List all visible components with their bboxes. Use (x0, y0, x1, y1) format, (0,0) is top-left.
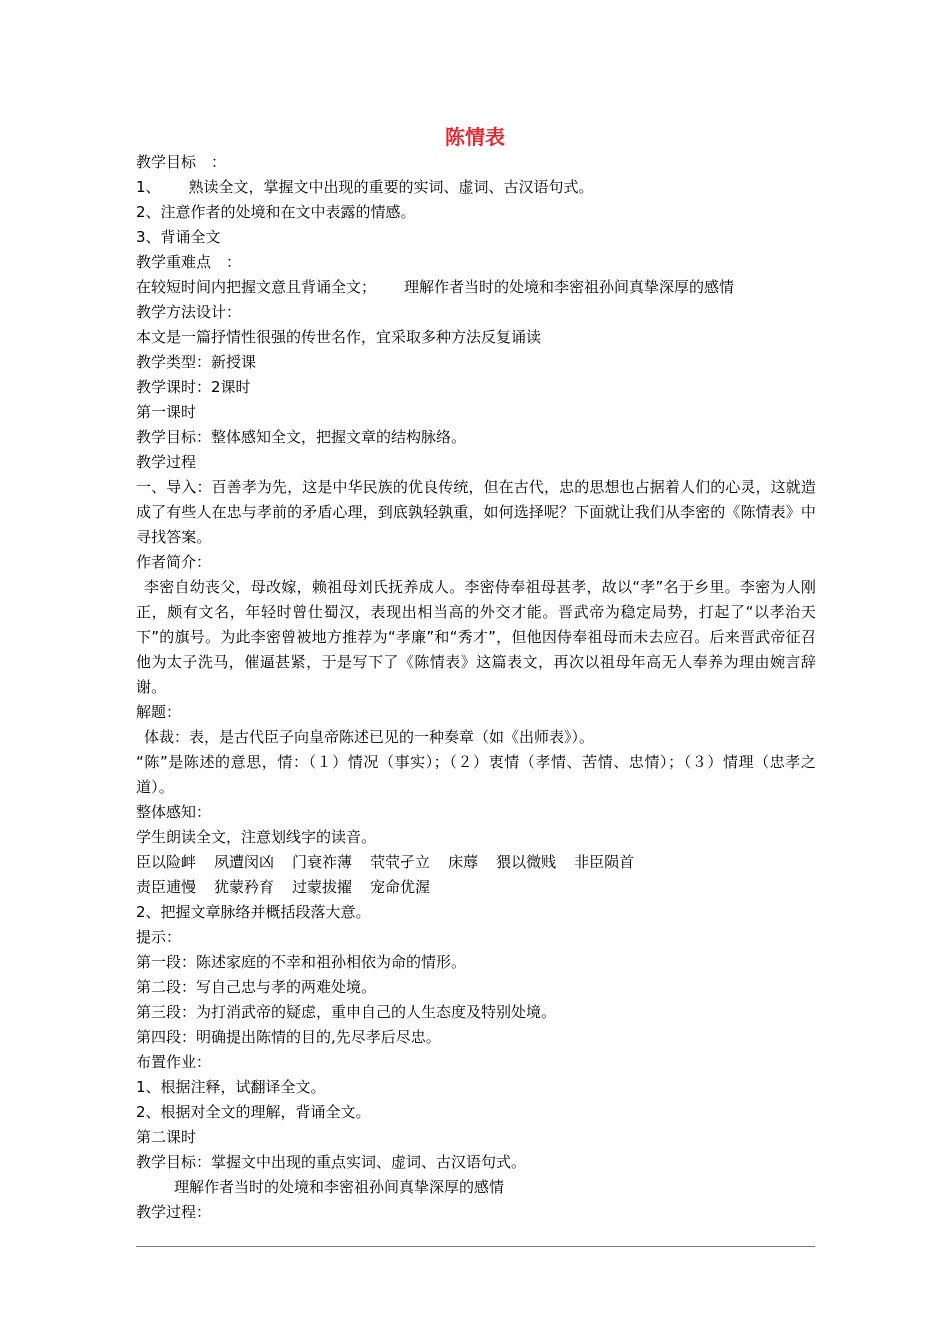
overall-heading: 整体感知： (136, 803, 212, 821)
word-item: 夙遭闵凶 (214, 853, 275, 871)
keypoints-heading: 教学重难点 ： (136, 253, 242, 271)
paragraph-summary-1: 第一段：陈述家庭的不幸和祖孙相依为命的情形。 (136, 953, 467, 971)
explain-heading: 解题： (136, 703, 182, 721)
method-heading: 教学方法设计： (136, 303, 242, 321)
objective-1-number: 1、 (136, 178, 161, 196)
chen-paragraph: “陈”是陈述的意思，情：（１）情况（事实）；（２）衷情（孝情、苦情、忠情）；（３）情理（忠孝之道）。 (136, 753, 816, 796)
word-item: 猥以微贱 (496, 853, 557, 871)
lesson1-goal: 教学目标：整体感知全文，把握文章的结构脉络。 (136, 428, 467, 446)
keypoint-a: 在较短时间内把握文意且背诵全文； (136, 278, 377, 296)
objective-1 (136, 175, 816, 200)
word-item: 门衰祚薄 (292, 853, 353, 871)
word-item: 犹蒙矜育 (214, 878, 275, 896)
genre-line: 体裁：表，是古代臣子向皇帝陈述已见的一种奏章（如《出师表》）。 (144, 728, 595, 746)
word-item: 茕茕孑立 (370, 853, 431, 871)
paragraph-summary-2: 第二段：写自己忠与孝的两难处境。 (136, 978, 377, 996)
objective-1-text: 熟读全文，掌握文中出现的重要的实词、虚词、古汉语句式。 (188, 178, 594, 196)
process-heading: 教学过程 (136, 453, 197, 471)
objectives-heading: 教学目标 ： (136, 153, 227, 171)
homework-heading: 布置作业： (136, 1053, 212, 1071)
read-instruction: 学生朗读全文，注意划线字的读音。 (136, 828, 377, 846)
author-paragraph-text: 李密自幼丧父，母改嫁，赖祖母刘氏抚养成人。李密侍奉祖母甚孝，故以“孝”名于乡里。李密为人刚正，颇有文名，年轻时曾仕蜀汉，表现出相当高的外交才能。晋武帝为稳定局势，打起了“以孝治天下”的旗号。为此李密曾被地方推荐为“孝廉”和“秀才”，但他因侍奉祖母而未去应召。后来晋武帝征召他为太子洗马，催逼甚紧，于是写下了《陈情表》这篇表文，再次以祖母年高无人奉养为理由婉言辞谢。 (136, 578, 816, 696)
lesson1-heading: 第一课时 (136, 403, 197, 421)
author-heading: 作者简介： (136, 553, 212, 571)
document-title: 陈情表 (445, 125, 505, 149)
structure-instruction: 2、把握文章脉络并概括段落大意。 (136, 903, 371, 921)
keypoint-b: 理解作者当时的处境和李密祖孙间真挚深厚的感情 (404, 278, 735, 296)
lesson-type: 教学类型：新授课 (136, 353, 257, 371)
word-item: 臣以险衅 (136, 853, 197, 871)
author-paragraph (136, 575, 816, 700)
paragraph-summary-3: 第三段：为打消武帝的疑虑，重申自己的人生态度及特别处境。 (136, 1003, 557, 1021)
word-item: 非臣陨首 (574, 853, 635, 871)
hint-heading: 提示： (136, 928, 182, 946)
words-row-2 (136, 875, 816, 900)
lesson2-goal: 教学目标：掌握文中出现的重点实词、虚词、古汉语句式。 (136, 1153, 527, 1171)
word-item: 责臣逋慢 (136, 878, 197, 896)
homework-item-1: 1、根据注释，试翻译全文。 (136, 1078, 326, 1096)
word-item: 过蒙拔擢 (292, 878, 353, 896)
word-item: 床蓐 (448, 853, 479, 871)
document-body (136, 150, 816, 1225)
objective-3: 3、背诵全文 (136, 228, 221, 246)
footer-divider (136, 1246, 815, 1247)
homework-item-2: 2、根据对全文的理解，背诵全文。 (136, 1103, 371, 1121)
lesson-hours: 教学课时：2课时 (136, 378, 251, 396)
method-text: 本文是一篇抒情性很强的传世名作，宜采取多种方法反复诵读 (136, 328, 542, 346)
objective-2: 2、注意作者的处境和在文中表露的情感。 (136, 203, 416, 221)
paragraph-summary-4: 第四段：明确提出陈情的目的,先尽孝后尽忠。 (136, 1028, 441, 1046)
intro-paragraph: 一、导入：百善孝为先，这是中华民族的优良传统，但在古代，忠的思想也占据着人们的心灵，这就造成了有些人在忠与孝前的矛盾心理，到底孰轻孰重，如何选择呢？下面就让我们从李密的《陈情表》中寻找答案。 (136, 478, 816, 546)
keypoints-line (136, 275, 816, 300)
lesson2-goal-continued: 理解作者当时的处境和李密祖孙间真挚深厚的感情 (174, 1178, 505, 1196)
words-row-1 (136, 850, 816, 875)
process2-heading: 教学过程： (136, 1203, 212, 1221)
lesson2-heading: 第二课时 (136, 1128, 197, 1146)
word-item: 宠命优渥 (370, 878, 431, 896)
